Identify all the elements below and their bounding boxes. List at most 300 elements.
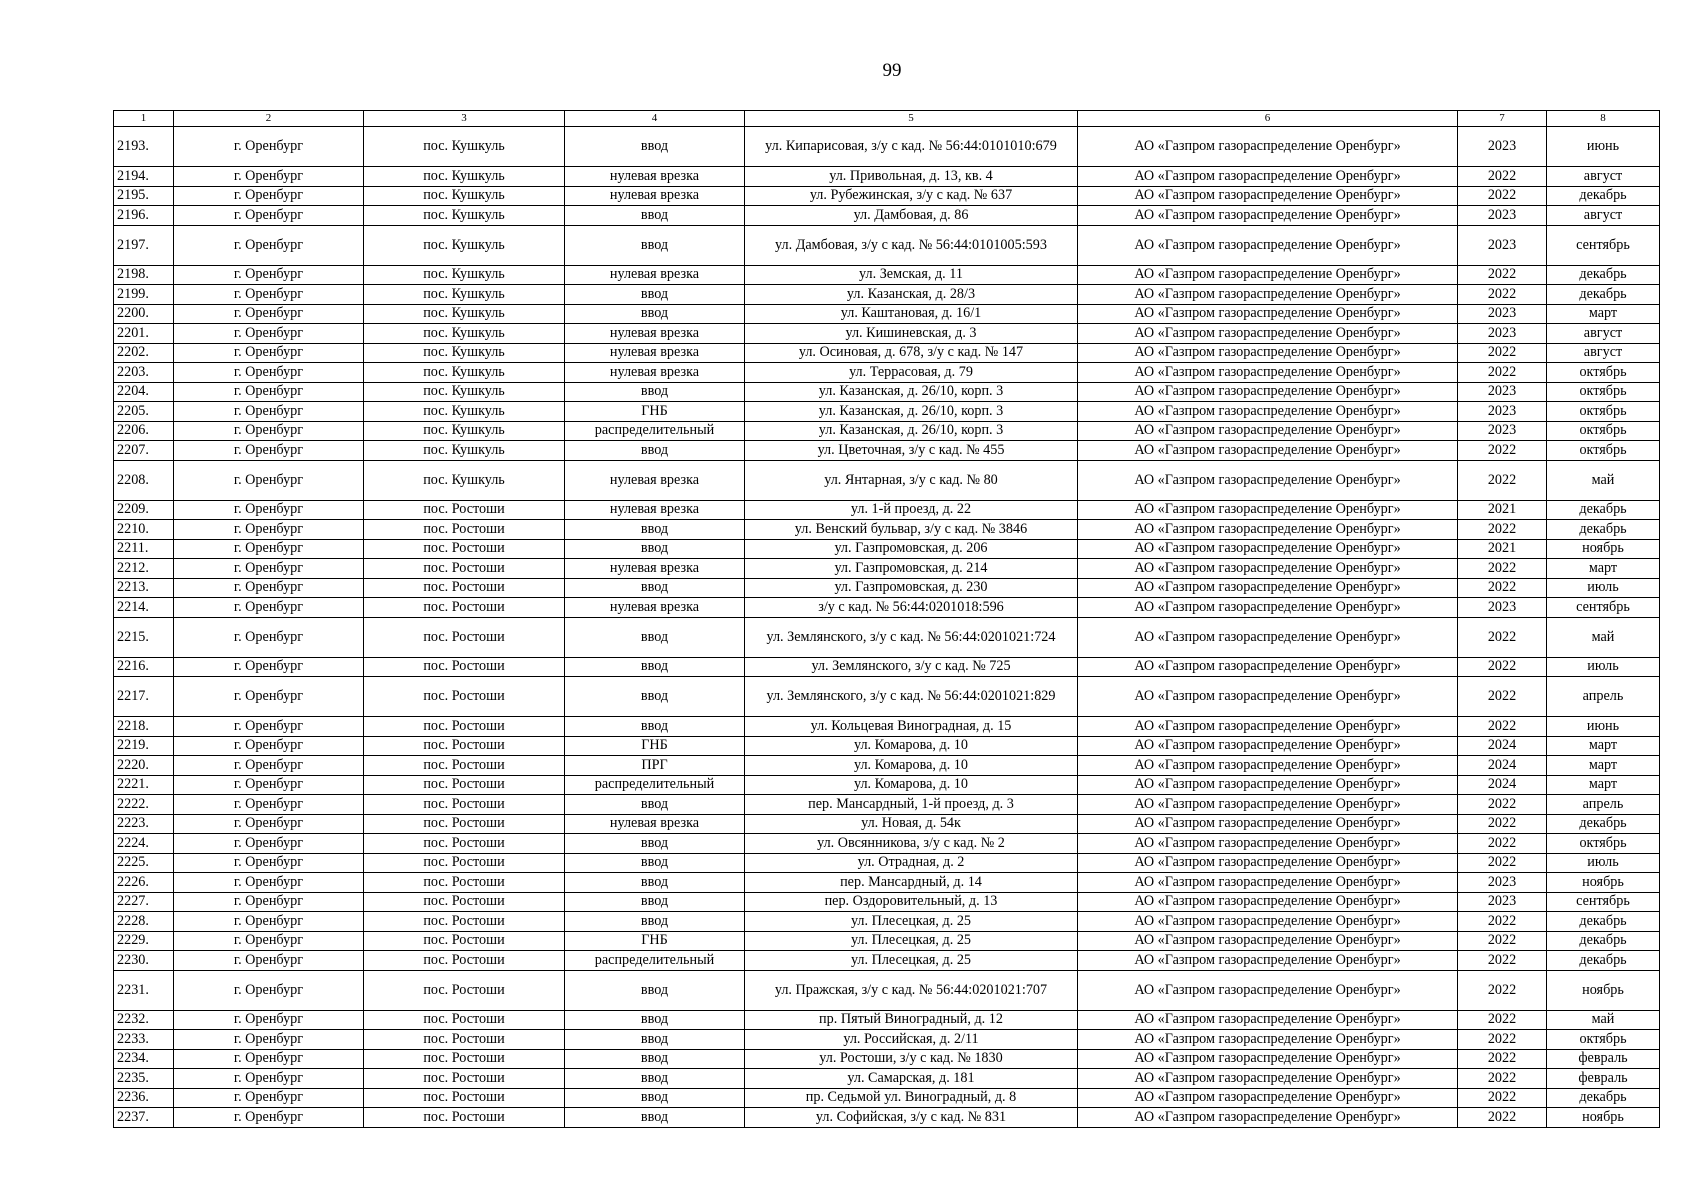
row-number-cell: 2210.: [114, 520, 174, 540]
organization-cell: АО «Газпром газораспределение Оренбург»: [1078, 834, 1458, 854]
work-type-cell: ввод: [565, 970, 745, 1010]
organization-cell: АО «Газпром газораспределение Оренбург»: [1078, 912, 1458, 932]
settlement-cell: пос. Кушкуль: [364, 402, 565, 422]
row-number-cell: 2227.: [114, 892, 174, 912]
city-cell: г. Оренбург: [174, 265, 364, 285]
city-cell: г. Оренбург: [174, 1108, 364, 1128]
city-cell: г. Оренбург: [174, 520, 364, 540]
table-row: [114, 1049, 1660, 1069]
month-cell: декабрь: [1547, 912, 1660, 932]
settlement-cell: пос. Ростоши: [364, 578, 565, 598]
address-cell: ул. Цветочная, з/у с кад. № 455: [745, 441, 1078, 461]
row-number-cell: 2236.: [114, 1088, 174, 1108]
year-cell: 2022: [1458, 1108, 1547, 1128]
row-number-cell: 2226.: [114, 873, 174, 893]
address-cell: ул. Кольцевая Виноградная, д. 15: [745, 717, 1078, 737]
address-cell: ул. Янтарная, з/у с кад. № 80: [745, 460, 1078, 500]
settlement-cell: пос. Ростоши: [364, 598, 565, 618]
settlement-cell: пос. Ростоши: [364, 617, 565, 657]
work-type-cell: ввод: [565, 834, 745, 854]
year-cell: 2022: [1458, 1088, 1547, 1108]
organization-cell: АО «Газпром газораспределение Оренбург»: [1078, 559, 1458, 579]
month-cell: сентябрь: [1547, 598, 1660, 618]
month-cell: февраль: [1547, 1069, 1660, 1089]
settlement-cell: пос. Кушкуль: [364, 285, 565, 305]
work-type-cell: ввод: [565, 873, 745, 893]
row-number-cell: 2206.: [114, 421, 174, 441]
table-row: [114, 520, 1660, 540]
row-number-cell: 2200.: [114, 304, 174, 324]
year-cell: 2022: [1458, 657, 1547, 677]
table-row: [114, 657, 1660, 677]
address-cell: ул. Привольная, д. 13, кв. 4: [745, 167, 1078, 187]
work-type-cell: ввод: [565, 1069, 745, 1089]
gasification-table: [113, 110, 1660, 1128]
organization-cell: АО «Газпром газораспределение Оренбург»: [1078, 1088, 1458, 1108]
organization-cell: АО «Газпром газораспределение Оренбург»: [1078, 127, 1458, 167]
settlement-cell: пос. Ростоши: [364, 520, 565, 540]
address-cell: ул. Ростоши, з/у с кад. № 1830: [745, 1049, 1078, 1069]
year-cell: 2022: [1458, 970, 1547, 1010]
settlement-cell: пос. Ростоши: [364, 834, 565, 854]
organization-cell: АО «Газпром газораспределение Оренбург»: [1078, 617, 1458, 657]
work-type-cell: ввод: [565, 225, 745, 265]
table-row: [114, 402, 1660, 422]
address-cell: пер. Мансардный, д. 14: [745, 873, 1078, 893]
settlement-cell: пос. Ростоши: [364, 1108, 565, 1128]
row-number-cell: 2225.: [114, 853, 174, 873]
year-cell: 2023: [1458, 382, 1547, 402]
year-cell: 2022: [1458, 460, 1547, 500]
month-cell: декабрь: [1547, 285, 1660, 305]
month-cell: август: [1547, 324, 1660, 344]
year-cell: 2022: [1458, 1010, 1547, 1030]
year-cell: 2024: [1458, 756, 1547, 776]
city-cell: г. Оренбург: [174, 225, 364, 265]
year-cell: 2022: [1458, 285, 1547, 305]
table-row: [114, 363, 1660, 383]
settlement-cell: пос. Кушкуль: [364, 363, 565, 383]
settlement-cell: пос. Ростоши: [364, 1049, 565, 1069]
column-number: 5: [745, 111, 1078, 127]
address-cell: ул. Газпромовская, д. 214: [745, 559, 1078, 579]
address-cell: ул. Овсянникова, з/у с кад. № 2: [745, 834, 1078, 854]
settlement-cell: пос. Ростоши: [364, 559, 565, 579]
organization-cell: АО «Газпром газораспределение Оренбург»: [1078, 186, 1458, 206]
settlement-cell: пос. Ростоши: [364, 775, 565, 795]
city-cell: г. Оренбург: [174, 167, 364, 187]
month-cell: сентябрь: [1547, 225, 1660, 265]
settlement-cell: пос. Ростоши: [364, 500, 565, 520]
organization-cell: АО «Газпром газораспределение Оренбург»: [1078, 167, 1458, 187]
organization-cell: АО «Газпром газораспределение Оренбург»: [1078, 206, 1458, 226]
city-cell: г. Оренбург: [174, 402, 364, 422]
month-cell: октябрь: [1547, 421, 1660, 441]
work-type-cell: ввод: [565, 1049, 745, 1069]
year-cell: 2022: [1458, 853, 1547, 873]
row-number-cell: 2198.: [114, 265, 174, 285]
row-number-cell: 2223.: [114, 814, 174, 834]
column-number: 2: [174, 111, 364, 127]
row-number-cell: 2235.: [114, 1069, 174, 1089]
work-type-cell: нулевая врезка: [565, 265, 745, 285]
work-type-cell: ввод: [565, 677, 745, 717]
year-cell: 2023: [1458, 324, 1547, 344]
column-number: 8: [1547, 111, 1660, 127]
address-cell: ул. Отрадная, д. 2: [745, 853, 1078, 873]
address-cell: пр. Седьмой ул. Виноградный, д. 8: [745, 1088, 1078, 1108]
row-number-cell: 2222.: [114, 795, 174, 815]
table-row: [114, 736, 1660, 756]
month-cell: октябрь: [1547, 441, 1660, 461]
address-cell: ул. Казанская, д. 26/10, корп. 3: [745, 421, 1078, 441]
settlement-cell: пос. Ростоши: [364, 970, 565, 1010]
city-cell: г. Оренбург: [174, 657, 364, 677]
row-number-cell: 2207.: [114, 441, 174, 461]
row-number-cell: 2209.: [114, 500, 174, 520]
row-number-cell: 2194.: [114, 167, 174, 187]
work-type-cell: ввод: [565, 717, 745, 737]
year-cell: 2023: [1458, 206, 1547, 226]
organization-cell: АО «Газпром газораспределение Оренбург»: [1078, 285, 1458, 305]
address-cell: ул. 1-й проезд, д. 22: [745, 500, 1078, 520]
work-type-cell: ввод: [565, 441, 745, 461]
city-cell: г. Оренбург: [174, 206, 364, 226]
table-row: [114, 970, 1660, 1010]
organization-cell: АО «Газпром газораспределение Оренбург»: [1078, 717, 1458, 737]
row-number-cell: 2230.: [114, 951, 174, 971]
month-cell: март: [1547, 775, 1660, 795]
row-number-cell: 2217.: [114, 677, 174, 717]
column-number: 6: [1078, 111, 1458, 127]
city-cell: г. Оренбург: [174, 1088, 364, 1108]
organization-cell: АО «Газпром газораспределение Оренбург»: [1078, 931, 1458, 951]
organization-cell: АО «Газпром газораспределение Оренбург»: [1078, 363, 1458, 383]
month-cell: ноябрь: [1547, 539, 1660, 559]
city-cell: г. Оренбург: [174, 343, 364, 363]
work-type-cell: ввод: [565, 912, 745, 932]
organization-cell: АО «Газпром газораспределение Оренбург»: [1078, 265, 1458, 285]
row-number-cell: 2199.: [114, 285, 174, 305]
row-number-cell: 2232.: [114, 1010, 174, 1030]
row-number-cell: 2204.: [114, 382, 174, 402]
address-cell: ул. Землянского, з/у с кад. № 56:44:0201021:829: [745, 677, 1078, 717]
year-cell: 2021: [1458, 539, 1547, 559]
table-row: [114, 285, 1660, 305]
table-row: [114, 775, 1660, 795]
address-cell: ул. Комарова, д. 10: [745, 736, 1078, 756]
work-type-cell: ввод: [565, 1010, 745, 1030]
work-type-cell: ввод: [565, 617, 745, 657]
city-cell: г. Оренбург: [174, 363, 364, 383]
city-cell: г. Оренбург: [174, 324, 364, 344]
table-row: [114, 717, 1660, 737]
row-number-cell: 2237.: [114, 1108, 174, 1128]
city-cell: г. Оренбург: [174, 382, 364, 402]
address-cell: ул. Плесецкая, д. 25: [745, 931, 1078, 951]
address-cell: ул. Казанская, д. 28/3: [745, 285, 1078, 305]
organization-cell: АО «Газпром газораспределение Оренбург»: [1078, 539, 1458, 559]
address-cell: ул. Кишиневская, д. 3: [745, 324, 1078, 344]
year-cell: 2022: [1458, 1049, 1547, 1069]
year-cell: 2023: [1458, 598, 1547, 618]
work-type-cell: нулевая врезка: [565, 186, 745, 206]
table-row: [114, 951, 1660, 971]
organization-cell: АО «Газпром газораспределение Оренбург»: [1078, 520, 1458, 540]
table-row: [114, 343, 1660, 363]
row-number-cell: 2214.: [114, 598, 174, 618]
work-type-cell: нулевая врезка: [565, 343, 745, 363]
address-cell: ул. Казанская, д. 26/10, корп. 3: [745, 382, 1078, 402]
month-cell: октябрь: [1547, 1030, 1660, 1050]
work-type-cell: ввод: [565, 304, 745, 324]
table-row: [114, 853, 1660, 873]
year-cell: 2023: [1458, 421, 1547, 441]
row-number-cell: 2203.: [114, 363, 174, 383]
organization-cell: АО «Газпром газораспределение Оренбург»: [1078, 343, 1458, 363]
city-cell: г. Оренбург: [174, 539, 364, 559]
month-cell: июнь: [1547, 127, 1660, 167]
year-cell: 2024: [1458, 736, 1547, 756]
city-cell: г. Оренбург: [174, 421, 364, 441]
work-type-cell: ГНБ: [565, 402, 745, 422]
settlement-cell: пос. Кушкуль: [364, 186, 565, 206]
year-cell: 2022: [1458, 265, 1547, 285]
work-type-cell: ввод: [565, 1088, 745, 1108]
month-cell: сентябрь: [1547, 892, 1660, 912]
table-row: [114, 382, 1660, 402]
settlement-cell: пос. Ростоши: [364, 677, 565, 717]
row-number-cell: 2221.: [114, 775, 174, 795]
row-number-cell: 2216.: [114, 657, 174, 677]
month-cell: февраль: [1547, 1049, 1660, 1069]
year-cell: 2024: [1458, 775, 1547, 795]
row-number-cell: 2211.: [114, 539, 174, 559]
year-cell: 2022: [1458, 186, 1547, 206]
work-type-cell: нулевая врезка: [565, 167, 745, 187]
organization-cell: АО «Газпром газораспределение Оренбург»: [1078, 1030, 1458, 1050]
city-cell: г. Оренбург: [174, 677, 364, 717]
month-cell: октябрь: [1547, 834, 1660, 854]
month-cell: апрель: [1547, 795, 1660, 815]
city-cell: г. Оренбург: [174, 500, 364, 520]
organization-cell: АО «Газпром газораспределение Оренбург»: [1078, 578, 1458, 598]
work-type-cell: нулевая врезка: [565, 500, 745, 520]
organization-cell: АО «Газпром газораспределение Оренбург»: [1078, 402, 1458, 422]
year-cell: 2022: [1458, 167, 1547, 187]
organization-cell: АО «Газпром газораспределение Оренбург»: [1078, 677, 1458, 717]
page-number: 99: [882, 60, 902, 81]
work-type-cell: нулевая врезка: [565, 559, 745, 579]
table-row: [114, 617, 1660, 657]
row-number-cell: 2196.: [114, 206, 174, 226]
row-number-cell: 2201.: [114, 324, 174, 344]
work-type-cell: ввод: [565, 206, 745, 226]
table-row: [114, 559, 1660, 579]
month-cell: ноябрь: [1547, 873, 1660, 893]
city-cell: г. Оренбург: [174, 598, 364, 618]
work-type-cell: распределительный: [565, 951, 745, 971]
work-type-cell: распределительный: [565, 775, 745, 795]
column-number: 7: [1458, 111, 1547, 127]
month-cell: апрель: [1547, 677, 1660, 717]
row-number-cell: 2220.: [114, 756, 174, 776]
row-number-cell: 2215.: [114, 617, 174, 657]
year-cell: 2023: [1458, 225, 1547, 265]
organization-cell: АО «Газпром газораспределение Оренбург»: [1078, 324, 1458, 344]
year-cell: 2023: [1458, 304, 1547, 324]
city-cell: г. Оренбург: [174, 775, 364, 795]
table-row: [114, 677, 1660, 717]
address-cell: ул. Земская, д. 11: [745, 265, 1078, 285]
month-cell: март: [1547, 756, 1660, 776]
table-row: [114, 421, 1660, 441]
address-cell: пр. Пятый Виноградный, д. 12: [745, 1010, 1078, 1030]
settlement-cell: пос. Ростоши: [364, 736, 565, 756]
month-cell: август: [1547, 343, 1660, 363]
address-cell: ул. Софийская, з/у с кад. № 831: [745, 1108, 1078, 1128]
year-cell: 2022: [1458, 617, 1547, 657]
year-cell: 2022: [1458, 1030, 1547, 1050]
row-number-cell: 2218.: [114, 717, 174, 737]
table-row: [114, 756, 1660, 776]
address-cell: ул. Осиновая, д. 678, з/у с кад. № 147: [745, 343, 1078, 363]
city-cell: г. Оренбург: [174, 460, 364, 500]
organization-cell: АО «Газпром газораспределение Оренбург»: [1078, 1108, 1458, 1128]
year-cell: 2023: [1458, 127, 1547, 167]
table-row: [114, 500, 1660, 520]
year-cell: 2023: [1458, 402, 1547, 422]
year-cell: 2023: [1458, 873, 1547, 893]
year-cell: 2022: [1458, 1069, 1547, 1089]
settlement-cell: пос. Ростоши: [364, 951, 565, 971]
column-number: 4: [565, 111, 745, 127]
settlement-cell: пос. Кушкуль: [364, 441, 565, 461]
table-row: [114, 1069, 1660, 1089]
city-cell: г. Оренбург: [174, 834, 364, 854]
table-row: [114, 578, 1660, 598]
city-cell: г. Оренбург: [174, 970, 364, 1010]
month-cell: июль: [1547, 657, 1660, 677]
table-row: [114, 167, 1660, 187]
settlement-cell: пос. Кушкуль: [364, 127, 565, 167]
table-row: [114, 206, 1660, 226]
settlement-cell: пос. Ростоши: [364, 814, 565, 834]
table-row: [114, 598, 1660, 618]
month-cell: май: [1547, 617, 1660, 657]
address-cell: пер. Мансардный, 1-й проезд, д. 3: [745, 795, 1078, 815]
month-cell: декабрь: [1547, 1088, 1660, 1108]
month-cell: март: [1547, 736, 1660, 756]
settlement-cell: пос. Ростоши: [364, 657, 565, 677]
address-cell: ул. Казанская, д. 26/10, корп. 3: [745, 402, 1078, 422]
address-cell: ул. Каштановая, д. 16/1: [745, 304, 1078, 324]
row-number-cell: 2234.: [114, 1049, 174, 1069]
address-cell: ул. Плесецкая, д. 25: [745, 912, 1078, 932]
city-cell: г. Оренбург: [174, 873, 364, 893]
work-type-cell: ввод: [565, 1030, 745, 1050]
address-cell: ул. Комарова, д. 10: [745, 775, 1078, 795]
city-cell: г. Оренбург: [174, 127, 364, 167]
organization-cell: АО «Газпром газораспределение Оренбург»: [1078, 460, 1458, 500]
organization-cell: АО «Газпром газораспределение Оренбург»: [1078, 1010, 1458, 1030]
table-row: [114, 225, 1660, 265]
row-number-cell: 2197.: [114, 225, 174, 265]
row-number-cell: 2233.: [114, 1030, 174, 1050]
table-row: [114, 186, 1660, 206]
city-cell: г. Оренбург: [174, 186, 364, 206]
address-cell: ул. Российская, д. 2/11: [745, 1030, 1078, 1050]
month-cell: июль: [1547, 853, 1660, 873]
year-cell: 2022: [1458, 814, 1547, 834]
table-row: [114, 127, 1660, 167]
work-type-cell: ввод: [565, 382, 745, 402]
settlement-cell: пос. Ростоши: [364, 717, 565, 737]
organization-cell: АО «Газпром газораспределение Оренбург»: [1078, 421, 1458, 441]
settlement-cell: пос. Ростоши: [364, 892, 565, 912]
settlement-cell: пос. Ростоши: [364, 1010, 565, 1030]
address-cell: ул. Пражская, з/у с кад. № 56:44:0201021:707: [745, 970, 1078, 1010]
organization-cell: АО «Газпром газораспределение Оренбург»: [1078, 795, 1458, 815]
work-type-cell: ввод: [565, 520, 745, 540]
organization-cell: АО «Газпром газораспределение Оренбург»: [1078, 1069, 1458, 1089]
row-number-cell: 2224.: [114, 834, 174, 854]
city-cell: г. Оренбург: [174, 1010, 364, 1030]
address-cell: ул. Дамбовая, з/у с кад. № 56:44:0101005:593: [745, 225, 1078, 265]
row-number-cell: 2231.: [114, 970, 174, 1010]
organization-cell: АО «Газпром газораспределение Оренбург»: [1078, 598, 1458, 618]
city-cell: г. Оренбург: [174, 304, 364, 324]
month-cell: май: [1547, 460, 1660, 500]
table-row: [114, 931, 1660, 951]
year-cell: 2022: [1458, 677, 1547, 717]
work-type-cell: ПРГ: [565, 756, 745, 776]
settlement-cell: пос. Кушкуль: [364, 265, 565, 285]
row-number-cell: 2228.: [114, 912, 174, 932]
year-cell: 2022: [1458, 795, 1547, 815]
organization-cell: АО «Газпром газораспределение Оренбург»: [1078, 775, 1458, 795]
address-cell: ул. Террасовая, д. 79: [745, 363, 1078, 383]
work-type-cell: ввод: [565, 892, 745, 912]
row-number-cell: 2208.: [114, 460, 174, 500]
row-number-cell: 2229.: [114, 931, 174, 951]
settlement-cell: пос. Ростоши: [364, 853, 565, 873]
year-cell: 2022: [1458, 951, 1547, 971]
year-cell: 2023: [1458, 892, 1547, 912]
row-number-cell: 2213.: [114, 578, 174, 598]
row-number-cell: 2219.: [114, 736, 174, 756]
month-cell: август: [1547, 167, 1660, 187]
city-cell: г. Оренбург: [174, 736, 364, 756]
table-row: [114, 304, 1660, 324]
year-cell: 2022: [1458, 520, 1547, 540]
address-cell: ул. Комарова, д. 10: [745, 756, 1078, 776]
month-cell: декабрь: [1547, 931, 1660, 951]
settlement-cell: пос. Ростоши: [364, 795, 565, 815]
settlement-cell: пос. Кушкуль: [364, 421, 565, 441]
month-cell: июнь: [1547, 717, 1660, 737]
work-type-cell: распределительный: [565, 421, 745, 441]
month-cell: март: [1547, 559, 1660, 579]
month-cell: декабрь: [1547, 186, 1660, 206]
table-row: [114, 324, 1660, 344]
month-cell: ноябрь: [1547, 970, 1660, 1010]
year-cell: 2022: [1458, 578, 1547, 598]
settlement-cell: пос. Ростоши: [364, 1030, 565, 1050]
organization-cell: АО «Газпром газораспределение Оренбург»: [1078, 814, 1458, 834]
organization-cell: АО «Газпром газораспределение Оренбург»: [1078, 736, 1458, 756]
month-cell: август: [1547, 206, 1660, 226]
